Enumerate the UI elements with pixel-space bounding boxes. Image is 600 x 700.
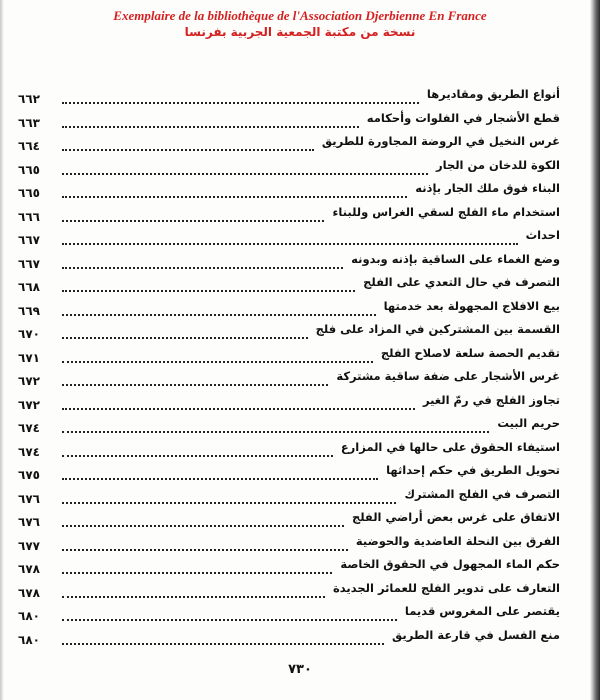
toc-entry-page-number: ٦٦٥ xyxy=(18,162,40,177)
toc-entry xyxy=(18,249,570,273)
toc-entry-page-number: ٦٧٢ xyxy=(18,397,40,412)
toc-entry xyxy=(18,460,570,484)
toc-entry-title: وضع الغماء على الساقية بإذنه وبدونه xyxy=(351,251,560,266)
scan-shadow-right xyxy=(590,0,600,700)
toc-entry-title: غرس النخيل في الروضة المجاورة للطريق xyxy=(321,134,560,148)
toc-entry xyxy=(18,131,570,155)
dot-leader xyxy=(62,572,332,574)
toc-entry-page-number: ٦٧٦ xyxy=(18,515,40,529)
toc-entry-page-number: ٦٧٠ xyxy=(18,327,40,341)
toc-entry-page-number: ٦٨٠ xyxy=(18,632,40,647)
toc-entry xyxy=(18,202,570,226)
toc-entry-page-number: ٦٧١ xyxy=(18,350,40,365)
dot-leader xyxy=(62,243,518,245)
toc-entry xyxy=(18,343,570,367)
toc-entry xyxy=(18,484,570,508)
toc-entry-page-number: ٦٦٩ xyxy=(18,303,40,318)
scan-shadow-left xyxy=(0,0,4,700)
dot-leader xyxy=(62,196,407,198)
toc-entry-title: حريم البيت xyxy=(497,416,560,430)
page-number: ٧٣٠ xyxy=(288,662,312,677)
toc-entry-page-number: ٦٧٤ xyxy=(18,421,40,435)
dot-leader xyxy=(62,290,355,292)
toc-entry-title: أنواع الطريق ومقاديرها xyxy=(426,87,560,101)
toc-entry xyxy=(18,319,570,343)
dot-leader xyxy=(62,619,397,621)
toc-entry-title: يقتصر على المغروس قديما xyxy=(404,604,560,618)
dot-leader xyxy=(62,102,419,104)
toc-entry xyxy=(18,601,570,625)
toc-entry xyxy=(18,225,570,249)
toc-entry-title: التصرف في الفلج المشترك xyxy=(404,486,560,501)
dot-leader xyxy=(62,361,373,363)
toc-entry-title: بيع الافلاج المجهولة بعد خدمتها xyxy=(383,298,560,313)
toc-entry-title: تحويل الطريق في حكم إحداثها xyxy=(386,463,560,477)
toc-entry-page-number: ٦٨٠ xyxy=(18,609,40,623)
dot-leader xyxy=(62,126,359,128)
toc-entry-title: قطع الأشجار في الفلوات وأحكامه xyxy=(366,110,560,125)
toc-entry-page-number: ٦٦٣ xyxy=(18,115,40,130)
toc-entry-page-number: ٦٧٥ xyxy=(18,468,40,482)
toc-entry-page-number: ٦٧٢ xyxy=(18,374,40,388)
toc-entry-title: التصرف في حال التعدي على الفلج xyxy=(363,275,560,289)
dot-leader xyxy=(62,502,396,504)
toc-entry xyxy=(18,272,570,296)
toc-entry-title: استخدام ماء الفلج لسقي الغراس وللبناء xyxy=(332,204,560,219)
toc-entry xyxy=(18,413,570,437)
toc-entry xyxy=(18,531,570,555)
dot-leader xyxy=(62,643,384,645)
toc-entry-title: احداث xyxy=(525,228,560,242)
dot-leader xyxy=(62,220,324,222)
toc-entry-page-number: ٦٧٤ xyxy=(18,444,40,459)
toc-entry-title: استيفاء الحقوق على حالها في المزارع xyxy=(340,439,560,454)
toc-entry xyxy=(18,507,570,531)
toc-entry-title: الاتفاق على غرس بعض أراضي الفلج xyxy=(351,510,560,524)
toc-entry-page-number: ٦٦٦ xyxy=(18,209,40,224)
dot-leader xyxy=(62,314,376,316)
toc-entry-title: منع الفسل في قارعة الطريق xyxy=(392,627,560,642)
toc-entry xyxy=(18,554,570,578)
toc-entry xyxy=(18,625,570,649)
toc-entry-page-number: ٦٦٢ xyxy=(18,92,40,106)
toc-entry xyxy=(18,108,570,132)
toc-entry-page-number: ٦٧٦ xyxy=(18,491,40,506)
toc-entry xyxy=(18,437,570,461)
toc-entry-title: التعارف على تدوير الفلج للعمائر الجديدة xyxy=(333,580,560,595)
dot-leader xyxy=(62,431,489,433)
toc-entry-title: القسمة بين المشتركين في المزاد على فلج xyxy=(315,322,560,336)
toc-entry-title: غرس الأشجار على ضفة ساقية مشتركة xyxy=(336,369,560,383)
dot-leader xyxy=(62,267,343,269)
library-stamp xyxy=(0,8,600,40)
dot-leader xyxy=(62,549,348,551)
toc-entry-title: حكم الماء المجهول في الحقوق الخاصة xyxy=(340,557,560,571)
toc-entry-title: البناء فوق ملك الجار بإذنه xyxy=(415,181,560,195)
toc-entry-page-number: ٦٧٨ xyxy=(18,562,40,576)
toc-entry-title: الفرق بين النحلة العاضدية والحوضية xyxy=(355,533,560,548)
dot-leader xyxy=(62,525,344,527)
table-of-contents xyxy=(18,84,570,648)
stamp-line-arabic: نسخة من مكتبة الجمعية الجربية بفرنسا xyxy=(184,25,416,39)
dot-leader xyxy=(62,173,428,175)
toc-entry-title: تقديم الحصة سلعة لاصلاح الفلج xyxy=(380,345,560,360)
toc-entry-page-number: ٦٦٤ xyxy=(18,139,40,153)
toc-entry xyxy=(18,390,570,414)
toc-entry-page-number: ٦٦٨ xyxy=(18,280,40,294)
toc-entry-page-number: ٦٦٥ xyxy=(18,186,40,200)
toc-entry xyxy=(18,84,570,108)
dot-leader xyxy=(62,384,328,386)
stamp-line-french: Exemplaire de la bibliothèque de l'Association Djerbienne En France xyxy=(113,8,487,23)
dot-leader xyxy=(62,149,314,151)
toc-entry-title: تجاوز الفلج في رمّ الغير xyxy=(422,392,560,407)
toc-entry xyxy=(18,578,570,602)
toc-entry-page-number: ٦٦٧ xyxy=(18,256,40,271)
dot-leader xyxy=(62,337,308,339)
toc-entry-title: الكوة للدخان من الجار xyxy=(436,157,560,172)
toc-entry xyxy=(18,155,570,179)
dot-leader xyxy=(62,408,415,410)
dot-leader xyxy=(62,455,333,457)
toc-entry xyxy=(18,296,570,320)
toc-entry xyxy=(18,178,570,202)
toc-entry-page-number: ٦٦٧ xyxy=(18,233,40,247)
dot-leader xyxy=(62,478,378,480)
toc-entry xyxy=(18,366,570,390)
toc-entry-page-number: ٦٧٨ xyxy=(18,585,40,600)
dot-leader xyxy=(62,596,325,598)
toc-entry-page-number: ٦٧٧ xyxy=(18,538,40,553)
